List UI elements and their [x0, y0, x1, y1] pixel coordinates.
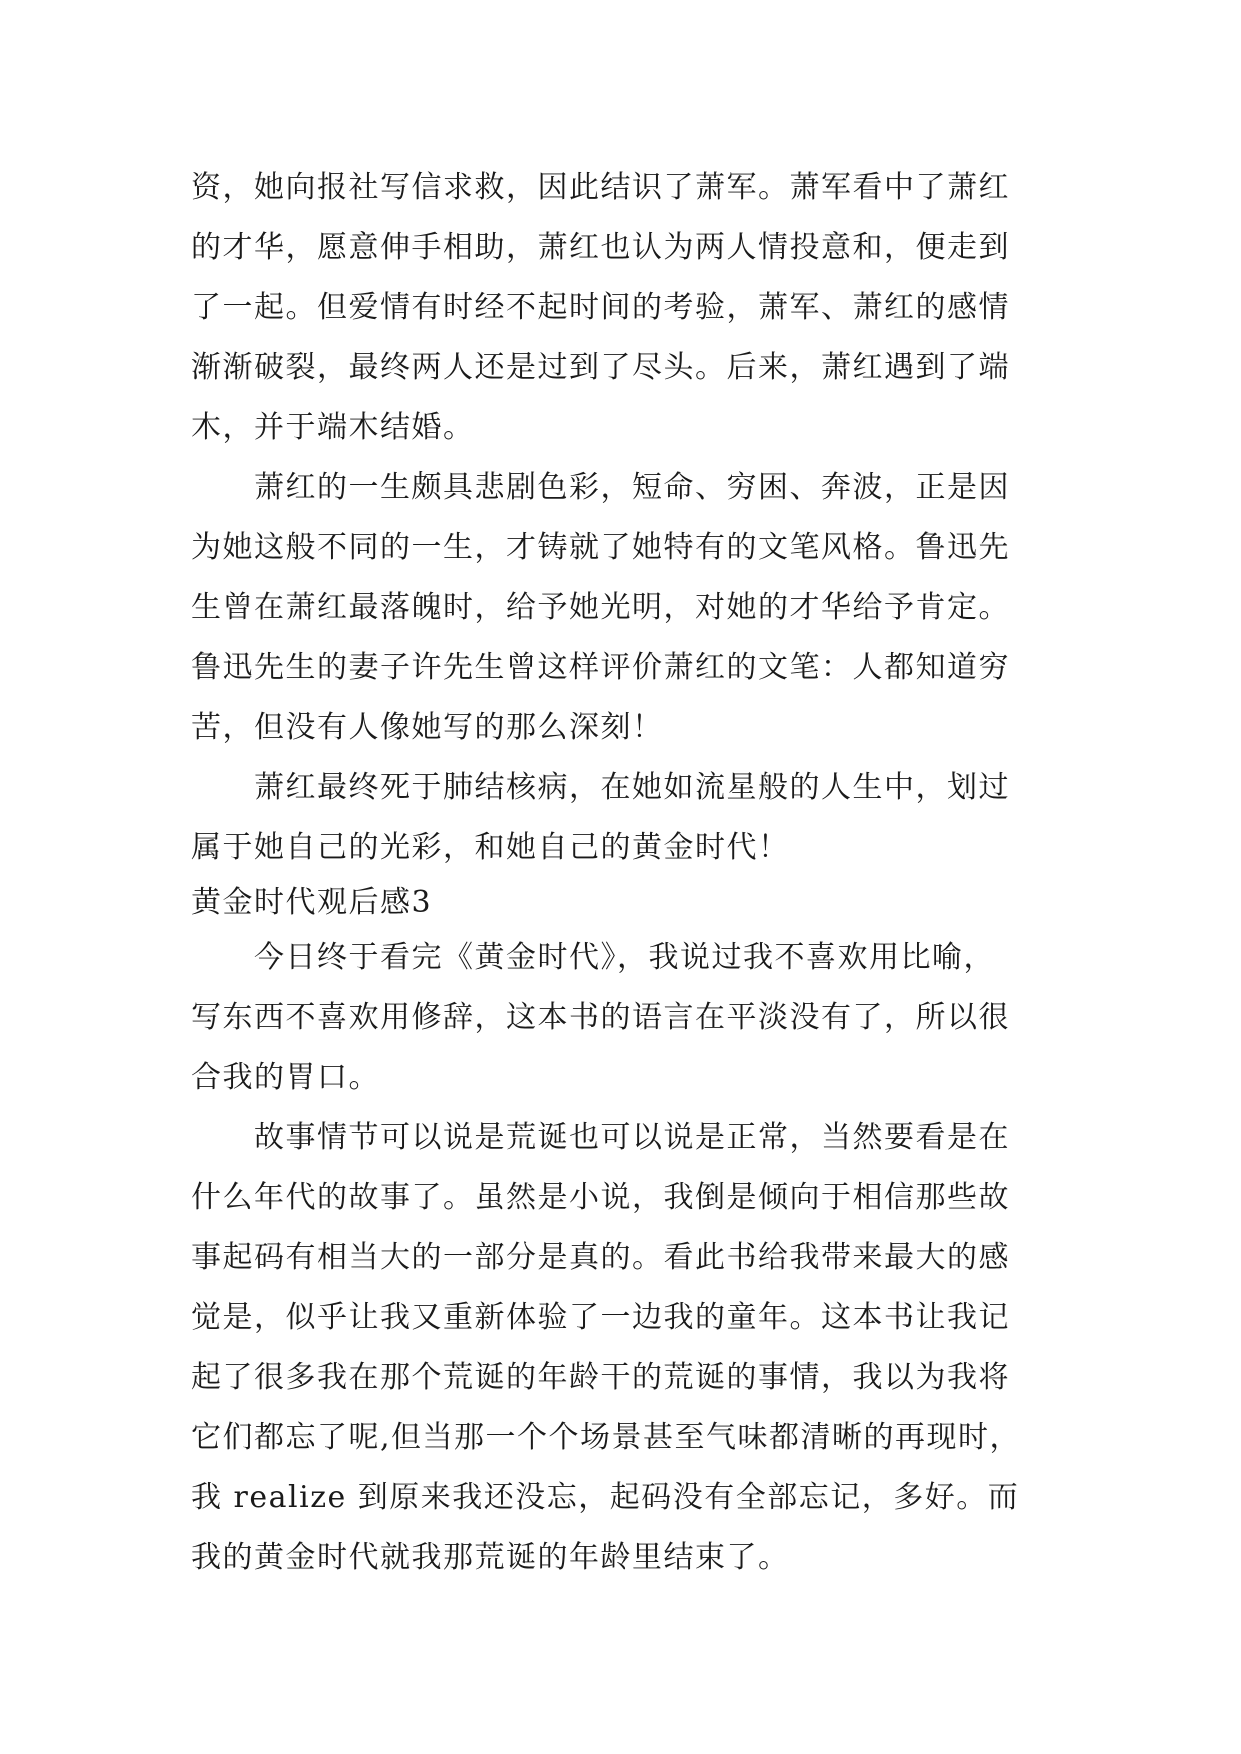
text-line: 生曾在萧红最落魄时，给予她光明，对她的才华给予肯定。 [191, 590, 1010, 625]
text-line: 故事情节可以说是荒诞也可以说是正常，当然要看是在 [254, 1120, 1010, 1155]
text-line: 起了很多我在那个荒诞的年龄干的荒诞的事情，我以为我将 [191, 1360, 1010, 1395]
text-line: 渐渐破裂，最终两人还是过到了尽头。后来，萧红遇到了端 [191, 350, 1010, 385]
paragraph-2 [191, 458, 1071, 758]
text-line: 鲁迅先生的妻子许先生曾这样评价萧红的文笔：人都知道穷 [191, 650, 1010, 685]
text-line: 它们都忘了呢,但当那一个个场景甚至气味都清晰的再现时， [191, 1420, 1022, 1455]
text-line: 写东西不喜欢用修辞，这本书的语言在平淡没有了，所以很 [191, 1000, 1010, 1035]
text-line: 为她这般不同的一生，才铸就了她特有的文笔风格。鲁迅先 [191, 530, 1010, 565]
text-line: 觉是，似乎让我又重新体验了一边我的童年。这本书让我记 [191, 1300, 1010, 1335]
paragraph-1 [191, 158, 1071, 458]
section-paragraph-2 [191, 1108, 1071, 1588]
section-paragraph-1 [191, 928, 1071, 1108]
text-line: 木，并于端木结婚。 [191, 410, 475, 445]
section-heading: 黄金时代观后感3 [191, 885, 433, 920]
text-line: 合我的胃口。 [191, 1060, 380, 1095]
text-line: 属于她自己的光彩，和她自己的黄金时代！ [191, 830, 790, 865]
text-line: 事起码有相当大的一部分是真的。看此书给我带来最大的感 [191, 1240, 1010, 1275]
paragraph-3 [191, 758, 1071, 878]
text-line: 苦，但没有人像她写的那么深刻！ [191, 710, 664, 745]
text-line: 萧红最终死于肺结核病，在她如流星般的人生中，划过 [254, 770, 1010, 805]
text-line: 资，她向报社写信求救，因此结识了萧军。萧军看中了萧红 [191, 170, 1010, 205]
text-line: 我的黄金时代就我那荒诞的年龄里结束了。 [191, 1540, 790, 1575]
document-body [191, 158, 1071, 1588]
text-line: 什么年代的故事了。虽然是小说，我倒是倾向于相信那些故 [191, 1180, 1010, 1215]
text-line: 的才华，愿意伸手相助，萧红也认为两人情投意和，便走到 [191, 230, 1010, 265]
text-line: 萧红的一生颇具悲剧色彩，短命、穷困、奔波，正是因 [254, 470, 1010, 505]
text-line: 我 realize 到原来我还没忘，起码没有全部忘记，多好。而 [191, 1480, 1020, 1515]
text-line: 今日终于看完《黄金时代》，我说过我不喜欢用比喻， [254, 940, 995, 975]
text-line: 了一起。但爱情有时经不起时间的考验，萧军、萧红的感情 [191, 290, 1010, 325]
